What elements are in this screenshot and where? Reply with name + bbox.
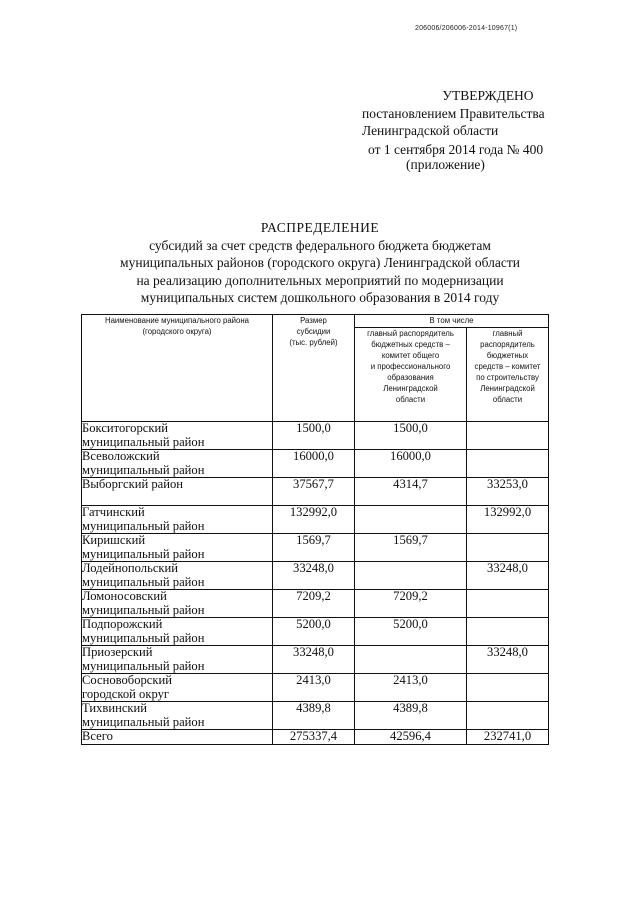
municipality-name-line-2: городской округ (82, 686, 170, 701)
header-municipality (82, 315, 273, 422)
municipality-name-line-2: муниципальный район (82, 658, 205, 673)
heading-title: РАСПРЕДЕЛЕНИЕ (260, 220, 380, 235)
table-row (82, 506, 549, 534)
municipality-name-line-1: Лодейнопольский (82, 561, 179, 575)
subsidy-education: 16000,0 (355, 450, 467, 478)
header-constr-line: главный (492, 329, 523, 338)
subsidy-construction (467, 534, 549, 562)
table-row (82, 450, 549, 478)
municipality-name (82, 562, 273, 590)
subsidy-total: 4389,8 (273, 702, 355, 730)
header-size-line-1: Размер (300, 316, 327, 325)
municipality-name-line-1: Всеволожский (82, 449, 160, 463)
header-municipality-line-2: (городского округа) (142, 327, 212, 336)
subsidy-construction (467, 422, 549, 450)
municipality-name-line-1: Тихвинский (82, 701, 148, 715)
municipality-name (82, 506, 273, 534)
municipality-name-line-2: муниципальный район (82, 602, 205, 617)
municipality-name-line-1: Сосновоборский (82, 673, 172, 687)
heading-line-1: субсидий за счет средств федерального бюджета бюджетам (149, 237, 491, 253)
subsidy-education: 5200,0 (355, 618, 467, 646)
subsidy-education (355, 562, 467, 590)
subsidy-total: 16000,0 (273, 450, 355, 478)
municipality-name (82, 534, 273, 562)
distribution-table (81, 314, 549, 745)
subsidy-education: 4389,8 (355, 702, 467, 730)
approval-date: от 1 сентября 2014 года № 400 (368, 142, 544, 157)
municipality-name-line-2: муниципальный район (82, 546, 205, 561)
subsidy-construction (467, 674, 549, 702)
header-edu-line: бюджетных средств – (371, 340, 450, 349)
subsidy-total: 5200,0 (273, 618, 355, 646)
municipality-name (82, 422, 273, 450)
subsidy-construction: 33248,0 (467, 562, 549, 590)
totals-subsidy: 275337,4 (273, 730, 355, 745)
subsidy-education: 7209,2 (355, 590, 467, 618)
header-constr-line: распорядитель (480, 340, 535, 349)
heading-line-2: муниципальных районов (городского округа) Ленинградской области (120, 255, 520, 270)
subsidy-education: 1500,0 (355, 422, 467, 450)
subsidy-construction: 33248,0 (467, 646, 549, 674)
header-edu-line: и профессионального (370, 362, 451, 371)
header-edu-line: области (395, 395, 426, 404)
table-row (82, 702, 549, 730)
municipality-name-line-2: муниципальный район (82, 630, 205, 645)
municipality-name (82, 702, 273, 730)
subsidy-total: 132992,0 (273, 506, 355, 534)
municipality-name-line-1: Ломоносовский (82, 589, 167, 603)
municipality-name-line-1: Бокситогорский (82, 421, 168, 435)
subsidy-education (355, 646, 467, 674)
municipality-name-line-1: Приозерский (82, 645, 153, 659)
table-row (82, 674, 549, 702)
document-id: 206006/206006-2014-10967(1) (415, 25, 518, 32)
subsidy-total: 1569,7 (273, 534, 355, 562)
table-row (82, 590, 549, 618)
municipality-name (82, 674, 273, 702)
totals-construction: 232741,0 (467, 730, 549, 745)
subsidy-total: 7209,2 (273, 590, 355, 618)
table-row (82, 562, 549, 590)
municipality-name (82, 646, 273, 674)
subsidy-total: 37567,7 (273, 478, 355, 506)
municipality-name-line-2: муниципальный район (82, 714, 205, 729)
municipality-name-line-1: Гатчинский (82, 505, 145, 519)
header-constr-line: области (492, 395, 523, 404)
header-constr-line: Ленинградской (480, 384, 535, 393)
subsidy-construction (467, 590, 549, 618)
municipality-name-line-1: Подпорожский (82, 617, 163, 631)
subsidy-education: 1569,7 (355, 534, 467, 562)
table-row (82, 422, 549, 450)
header-edu-line: комитет общего (381, 351, 440, 360)
header-constr-line: средств – комитет (474, 362, 541, 371)
totals-row (82, 730, 549, 745)
subsidy-construction (467, 450, 549, 478)
municipality-name (82, 618, 273, 646)
subsidy-total: 2413,0 (273, 674, 355, 702)
municipality-name (82, 590, 273, 618)
subsidy-total: 33248,0 (273, 646, 355, 674)
header-construction-committee (467, 328, 549, 422)
municipality-name-line-1: Киришский (82, 533, 146, 547)
heading-line-4: муниципальных систем дошкольного образования в 2014 году (140, 290, 500, 305)
subsidy-education: 2413,0 (355, 674, 467, 702)
subsidy-construction: 132992,0 (467, 506, 549, 534)
approval-line-2: Ленинградской области (362, 123, 499, 138)
approval-title: УТВЕРЖДЕНО (442, 88, 534, 103)
subsidy-education: 4314,7 (355, 478, 467, 506)
header-education-committee (355, 328, 467, 422)
header-municipality-line-1: Наименование муниципального района (104, 316, 250, 325)
table-row (82, 534, 549, 562)
totals-label: Всего (82, 730, 273, 745)
municipality-name-line-2: муниципальный район (82, 518, 205, 533)
municipality-name-line-1: Выборгский район (82, 477, 184, 491)
approval-appendix: (приложение) (406, 157, 485, 172)
header-edu-line: главный распорядитель (367, 329, 454, 338)
municipality-name (82, 450, 273, 478)
approval-block (362, 87, 602, 172)
document-heading (80, 219, 560, 307)
header-edu-line: Ленинградской (383, 384, 438, 393)
municipality-name-line-2: муниципальный район (82, 434, 205, 449)
subsidy-construction (467, 702, 549, 730)
header-constr-line: бюджетных (486, 351, 529, 360)
subsidy-education (355, 506, 467, 534)
header-constr-line: по строительству (476, 373, 539, 382)
municipality-name-line-2: муниципальный район (82, 462, 205, 477)
subsidy-construction (467, 618, 549, 646)
subsidy-total: 33248,0 (273, 562, 355, 590)
header-size-line-3: (тыс. рублей) (289, 338, 338, 347)
table-row (82, 478, 549, 506)
subsidy-total: 1500,0 (273, 422, 355, 450)
table-row (82, 618, 549, 646)
approval-line-1: постановлением Правительства (362, 106, 545, 121)
municipality-name (82, 478, 273, 506)
header-size-line-2: субсидии (296, 327, 331, 336)
header-subsidy-size (273, 315, 355, 422)
subsidy-construction: 33253,0 (467, 478, 549, 506)
municipality-name-line-2: муниципальный район (82, 574, 205, 589)
header-edu-line: образования (387, 373, 434, 382)
table-row (82, 646, 549, 674)
header-including: В том числе (355, 315, 549, 328)
heading-line-3: на реализацию дополнительных мероприятий по модернизации (136, 272, 504, 288)
totals-education: 42596,4 (355, 730, 467, 745)
